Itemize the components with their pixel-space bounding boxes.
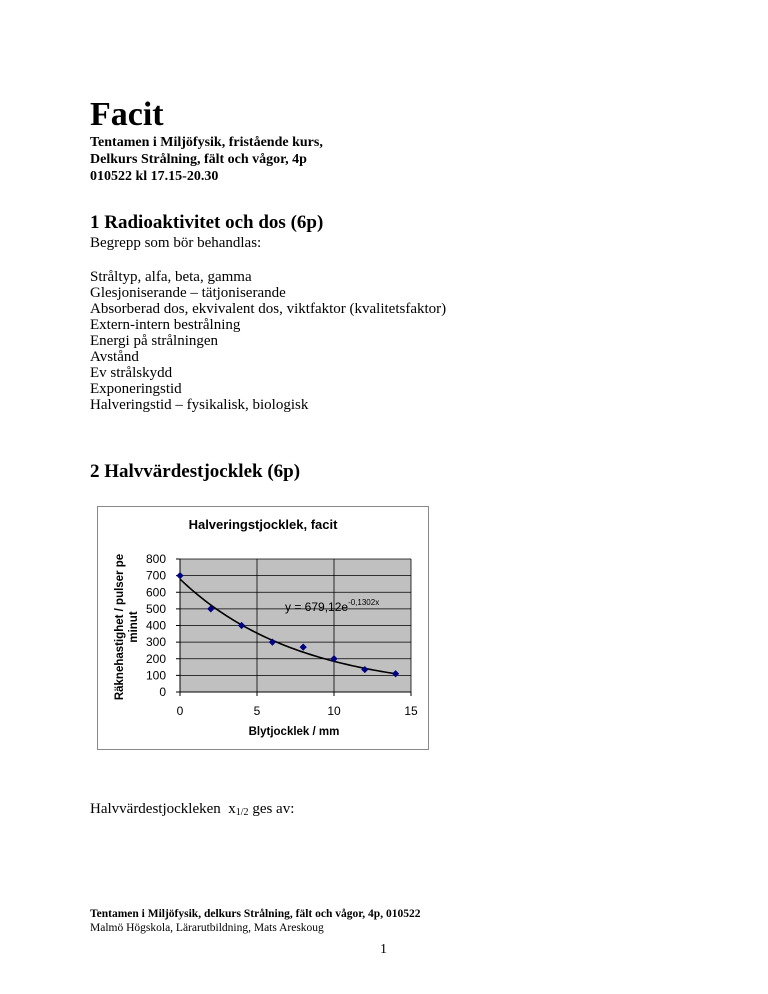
y-tick-label: 800	[145, 552, 166, 566]
half-value-symbol: x	[228, 801, 236, 817]
y-axis-label: Räknehastighet / pulser pe minut	[114, 553, 140, 701]
page-title: Facit	[90, 96, 164, 133]
y-tick-label: 300	[145, 635, 166, 650]
x-axis-label: Blytjocklek / mm	[248, 726, 340, 738]
y-tick-label: 700	[145, 568, 166, 583]
footer-line-1: Tentamen i Miljöfysik, delkurs Strålning, fält och vågor, 4p, 010522	[90, 908, 421, 920]
concept-item: Ev strålskydd	[90, 365, 173, 381]
subtitle-line-2: Delkurs Strålning, fält och vågor, 4p	[90, 152, 307, 167]
section2-text-before: Halvvärdestjockleken	[90, 801, 221, 817]
section1-intro: Begrepp som bör behandlas:	[90, 235, 262, 251]
halveringstjocklek-chart	[98, 507, 428, 749]
chart-title: Halveringstjocklek, facit	[188, 517, 338, 532]
trendline-equation: $y = 679,12e^{-0,1302x}$	[285, 598, 380, 614]
concept-item: Exponeringstid	[90, 381, 182, 397]
page-number: 1	[380, 942, 387, 957]
chart-frame	[97, 506, 429, 750]
y-tick-label: 0	[159, 685, 166, 699]
footer-line-2: Malmö Högskola, Lärarutbildning, Mats Areskoug	[90, 922, 324, 934]
subtitle-line-1: Tentamen i Miljöfysik, fristående kurs,	[90, 135, 323, 150]
concept-item: Glesjoniserande – tätjoniserande	[90, 285, 286, 301]
half-value-subscript: 1/2	[235, 807, 249, 818]
subtitle-line-3: 010522 kl 17.15-20.30	[90, 169, 219, 184]
y-tick-label: 500	[145, 601, 166, 616]
section2-text	[90, 801, 294, 821]
x-tick-label: 0	[176, 704, 184, 718]
concept-item: Avstånd	[90, 349, 139, 365]
y-tick-label: 200	[145, 651, 166, 666]
section1-heading: 1 Radioaktivitet och dos (6p)	[90, 212, 324, 233]
y-tick-label: 600	[145, 585, 166, 600]
concept-item: Halveringstid – fysikalisk, biologisk	[90, 397, 309, 413]
section2-heading: 2 Halvvärdestjocklek (6p)	[90, 461, 301, 482]
x-tick-label: 5	[253, 704, 261, 718]
x-tick-label: 10	[327, 704, 341, 718]
x-tick-label: 15	[404, 704, 418, 718]
concept-item: Energi på strålningen	[90, 333, 219, 349]
concept-item: Absorberad dos, ekvivalent dos, viktfaktor (kvalitetsfaktor)	[90, 301, 447, 317]
y-tick-label: 100	[145, 668, 166, 683]
concept-item: Stråltyp, alfa, beta, gamma	[90, 269, 252, 285]
section2-text-after: ges av:	[252, 801, 295, 817]
concept-item: Extern-intern bestrålning	[90, 317, 241, 333]
y-tick-label: 400	[145, 618, 166, 633]
